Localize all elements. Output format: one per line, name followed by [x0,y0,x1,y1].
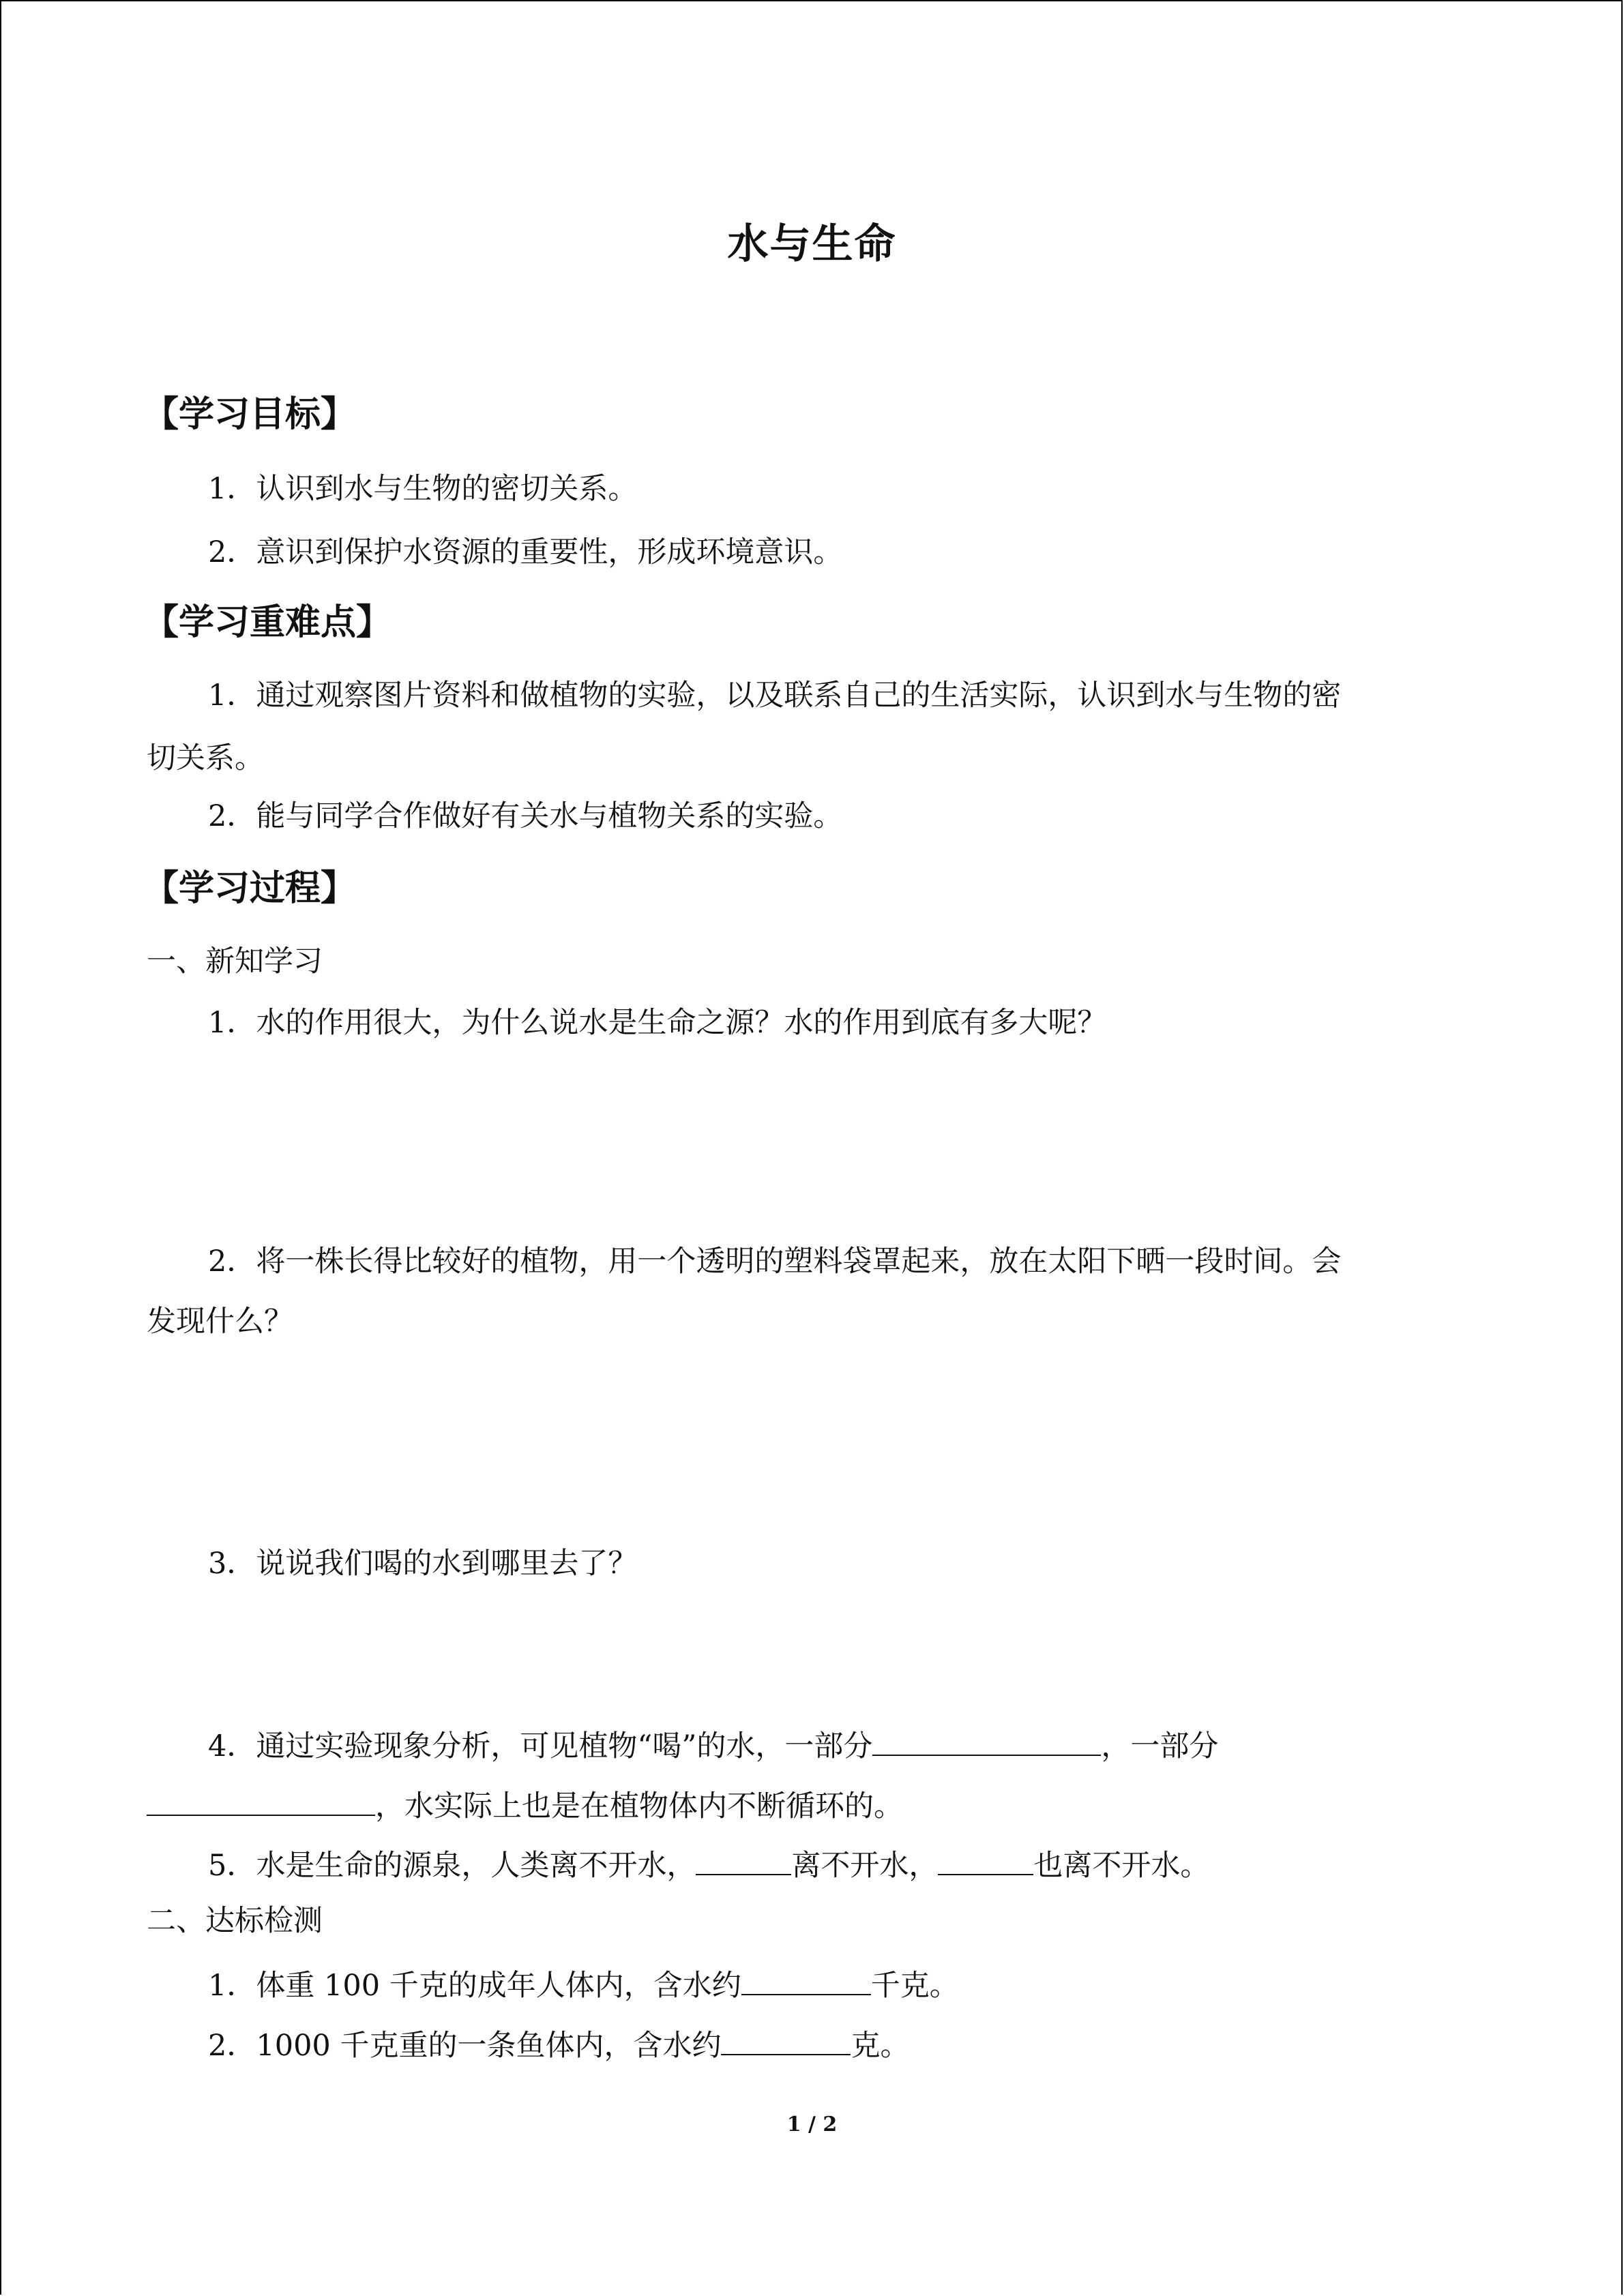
question-2-line-2: 发现什么？ [147,1304,293,1339]
document-title: 水与生命 [727,220,897,268]
fill-blank-check-1[interactable] [741,1963,871,1995]
check-question-1-text-a: 1．体重 100 千克的成年人体内，含水约 [208,1969,741,2003]
check-question-2 [208,2023,909,2066]
check-question-2-text-b: 克。 [851,2029,910,2063]
fill-blank-4a[interactable] [872,1723,1101,1756]
goal-item-1: 1．认识到水与生物的密切关系。 [208,472,638,506]
goal-item-2: 2．意识到保护水资源的重要性，形成环境意识。 [208,535,843,569]
key-point-1-line-1: 1．通过观察图片资料和做植物的实验，以及联系自己的生活实际，认识到水与生物的密 [208,679,1342,713]
question-2-line-1: 2．将一株长得比较好的植物，用一个透明的塑料袋罩起来，放在太阳下晒一段时间。会 [208,1244,1342,1279]
key-point-2: 2．能与同学合作做好有关水与植物关系的实验。 [208,799,843,833]
page-number: 1 / 2 [786,2113,838,2136]
fill-blank-check-2[interactable] [721,2023,851,2055]
check-question-1-text-b: 千克。 [870,1969,959,2003]
question-4-text-c: ，水实际上也是在植物体内不断循环的。 [375,1789,903,1823]
question-5 [208,1843,1209,1886]
section-heading-process: 【学习过程】 [143,868,357,909]
question-5-text-a: 5．水是生命的源泉，人类离不开水， [208,1849,696,1883]
section-heading-key-points: 【学习重难点】 [143,602,392,643]
question-5-text-b: 离不开水， [791,1849,939,1883]
fill-blank-5a[interactable] [696,1843,791,1875]
key-point-1-line-2: 切关系。 [147,741,264,775]
question-1: 1．水的作用很大，为什么说水是生命之源？水的作用到底有多大呢？ [208,1006,1107,1040]
question-4-text-a: 4．通过实验现象分析，可见植物“喝”的水，一部分 [208,1729,873,1763]
question-4-line-2 [147,1783,903,1827]
check-question-1 [208,1963,959,2006]
check-question-2-text-a: 2．1000 千克重的一条鱼体内，含水约 [208,2029,722,2063]
question-3: 3．说说我们喝的水到哪里去了？ [208,1547,638,1581]
part1-heading: 一、新知学习 [147,944,323,979]
question-4-line-1 [208,1723,1218,1767]
fill-blank-4b[interactable] [147,1783,375,1816]
part2-heading: 二、达标检测 [147,1904,323,1938]
section-heading-goals: 【学习目标】 [143,394,357,435]
fill-blank-5b[interactable] [938,1843,1033,1875]
question-4-text-b: ，一部分 [1101,1729,1219,1763]
question-5-text-c: 也离不开水。 [1033,1849,1210,1883]
